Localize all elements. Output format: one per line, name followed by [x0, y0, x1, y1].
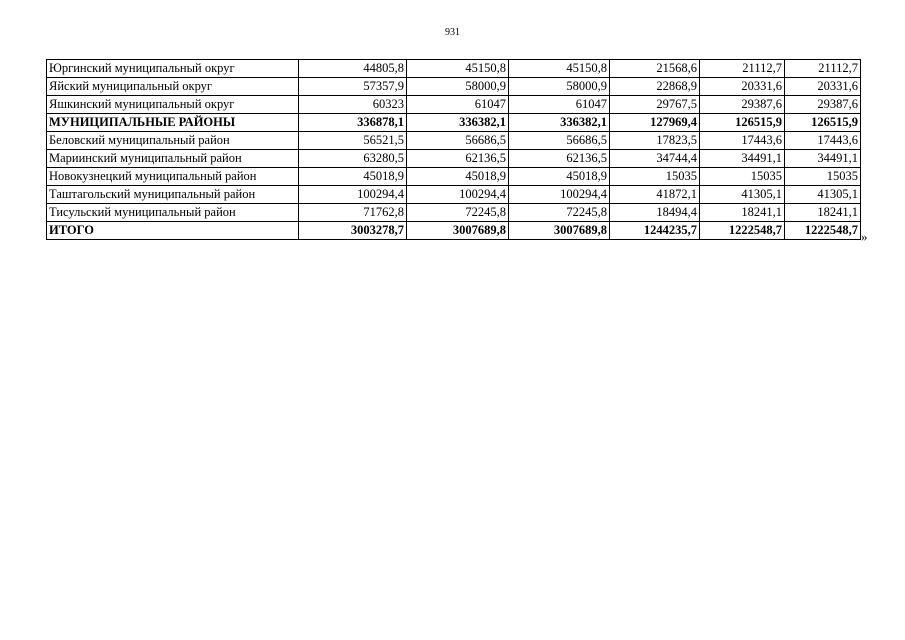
value-cell-col-5: 29387,6 — [700, 96, 785, 114]
value-cell-col-5: 21112,7 — [700, 60, 785, 78]
value-cell-col-4: 29767,5 — [610, 96, 700, 114]
value-cell-col-2: 100294,4 — [407, 186, 509, 204]
value-cell-col-5: 18241,1 — [700, 204, 785, 222]
value-cell-col-2: 72245,8 — [407, 204, 509, 222]
value-cell-col-3: 58000,9 — [509, 78, 610, 96]
value-cell-col-5: 20331,6 — [700, 78, 785, 96]
page-number: 931 — [445, 27, 460, 38]
value-cell-col-1: 44805,8 — [299, 60, 407, 78]
row-name-cell: Новокузнецкий муниципальный район — [47, 168, 299, 186]
value-cell-col-2: 56686,5 — [407, 132, 509, 150]
row-name-cell: Таштагольский муниципальный район — [47, 186, 299, 204]
table-body — [47, 60, 861, 240]
value-cell-col-6: 41305,1 — [785, 186, 861, 204]
value-cell-col-1: 63280,5 — [299, 150, 407, 168]
value-cell-col-4: 41872,1 — [610, 186, 700, 204]
value-cell-col-6: 34491,1 — [785, 150, 861, 168]
value-cell-col-5: 15035 — [700, 168, 785, 186]
value-cell-col-3: 72245,8 — [509, 204, 610, 222]
value-cell-col-5: 41305,1 — [700, 186, 785, 204]
value-cell-col-5: 17443,6 — [700, 132, 785, 150]
value-cell-col-2: 58000,9 — [407, 78, 509, 96]
table-row — [47, 60, 861, 78]
value-cell-col-1: 60323 — [299, 96, 407, 114]
value-cell-col-2: 45018,9 — [407, 168, 509, 186]
row-name-cell: Тисульский муниципальный район — [47, 204, 299, 222]
value-cell-col-2: 62136,5 — [407, 150, 509, 168]
table-row — [47, 150, 861, 168]
value-cell-col-6: 17443,6 — [785, 132, 861, 150]
value-cell-col-1: 336878,1 — [299, 114, 407, 132]
value-cell-col-3: 336382,1 — [509, 114, 610, 132]
table-row — [47, 186, 861, 204]
table-row — [47, 132, 861, 150]
value-cell-col-5: 126515,9 — [700, 114, 785, 132]
value-cell-col-3: 56686,5 — [509, 132, 610, 150]
row-name-cell: Яйский муниципальный округ — [47, 78, 299, 96]
value-cell-col-4: 127969,4 — [610, 114, 700, 132]
value-cell-col-4: 1244235,7 — [610, 222, 700, 240]
value-cell-col-5: 34491,1 — [700, 150, 785, 168]
value-cell-col-1: 3003278,7 — [299, 222, 407, 240]
value-cell-col-6: 126515,9 — [785, 114, 861, 132]
value-cell-col-6: 21112,7 — [785, 60, 861, 78]
table-row — [47, 96, 861, 114]
value-cell-col-6: 29387,6 — [785, 96, 861, 114]
value-cell-col-5: 1222548,7 — [700, 222, 785, 240]
value-cell-col-2: 3007689,8 — [407, 222, 509, 240]
closing-quote: » — [861, 229, 868, 244]
value-cell-col-1: 45018,9 — [299, 168, 407, 186]
value-cell-col-2: 61047 — [407, 96, 509, 114]
value-cell-col-2: 45150,8 — [407, 60, 509, 78]
row-name-cell: МУНИЦИПАЛЬНЫЕ РАЙОНЫ — [47, 114, 299, 132]
budget-table — [46, 59, 861, 240]
value-cell-col-4: 18494,4 — [610, 204, 700, 222]
value-cell-col-1: 100294,4 — [299, 186, 407, 204]
value-cell-col-2: 336382,1 — [407, 114, 509, 132]
value-cell-col-3: 45018,9 — [509, 168, 610, 186]
table-row — [47, 114, 861, 132]
value-cell-col-3: 45150,8 — [509, 60, 610, 78]
value-cell-col-1: 57357,9 — [299, 78, 407, 96]
row-name-cell: Юргинский муниципальный округ — [47, 60, 299, 78]
value-cell-col-3: 3007689,8 — [509, 222, 610, 240]
row-name-cell: ИТОГО — [47, 222, 299, 240]
value-cell-col-1: 56521,5 — [299, 132, 407, 150]
value-cell-col-3: 61047 — [509, 96, 610, 114]
value-cell-col-4: 21568,6 — [610, 60, 700, 78]
table-row — [47, 168, 861, 186]
row-name-cell: Яшкинский муниципальный округ — [47, 96, 299, 114]
table-row — [47, 204, 861, 222]
value-cell-col-6: 18241,1 — [785, 204, 861, 222]
value-cell-col-3: 100294,4 — [509, 186, 610, 204]
value-cell-col-1: 71762,8 — [299, 204, 407, 222]
value-cell-col-6: 20331,6 — [785, 78, 861, 96]
value-cell-col-4: 15035 — [610, 168, 700, 186]
value-cell-col-6: 1222548,7 — [785, 222, 861, 240]
value-cell-col-4: 34744,4 — [610, 150, 700, 168]
table-row — [47, 78, 861, 96]
row-name-cell: Мариинский муниципальный район — [47, 150, 299, 168]
value-cell-col-3: 62136,5 — [509, 150, 610, 168]
value-cell-col-4: 22868,9 — [610, 78, 700, 96]
value-cell-col-4: 17823,5 — [610, 132, 700, 150]
value-cell-col-6: 15035 — [785, 168, 861, 186]
table-row — [47, 222, 861, 240]
row-name-cell: Беловский муниципальный район — [47, 132, 299, 150]
